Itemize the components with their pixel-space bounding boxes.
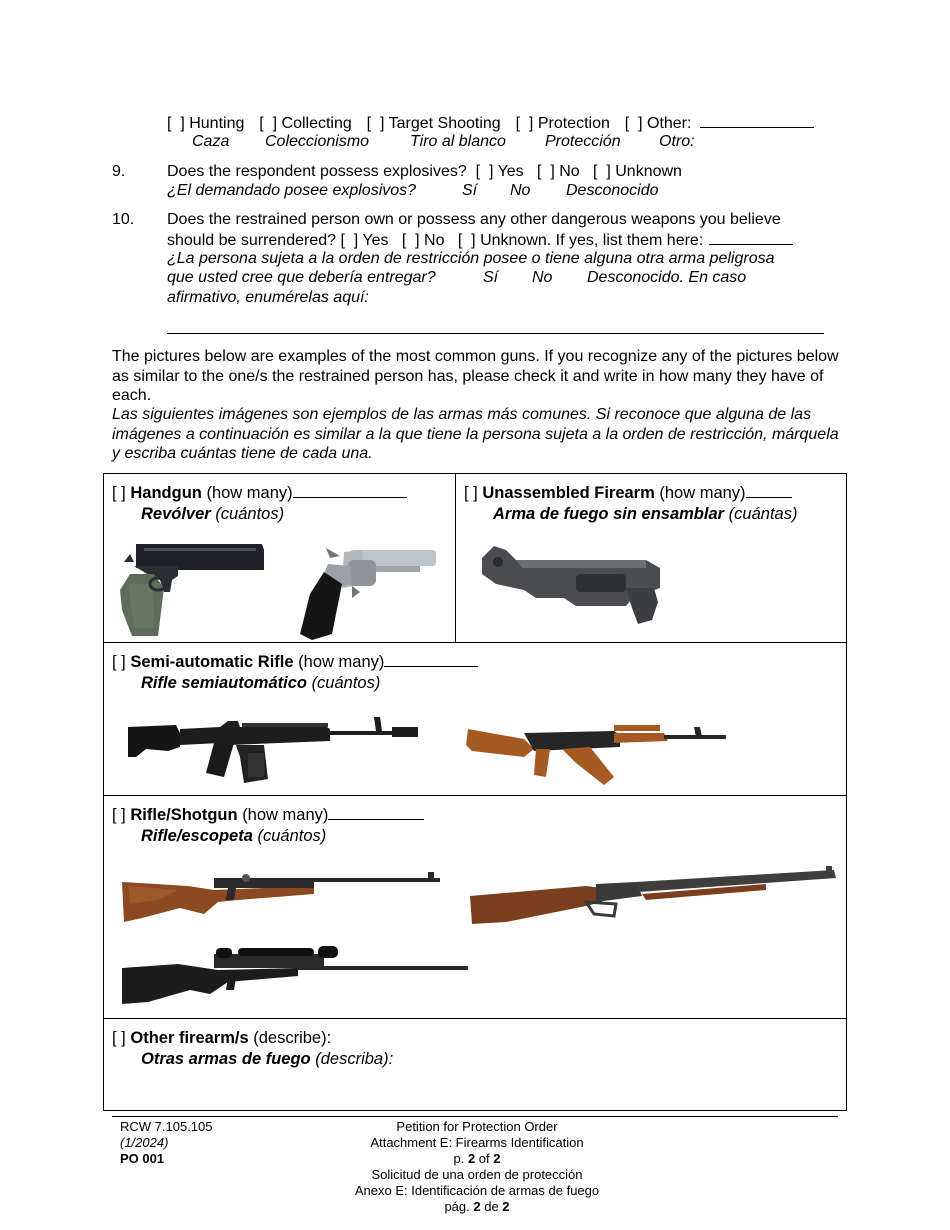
purpose-collecting-checkbox[interactable]: [ ] Collecting — [259, 115, 352, 132]
q10-es-no: No — [532, 269, 553, 286]
other-title: Other firearm/s — [130, 1029, 249, 1047]
ar15-rifle-image — [124, 713, 424, 787]
handgun-hint: (how many) — [206, 484, 293, 502]
unassembled-firearm-cell — [456, 474, 847, 643]
label-tiro-al-blanco: Tiro al blanco — [410, 133, 506, 150]
footer-page-es: pág. 2 de 2 — [444, 1199, 510, 1214]
label-caza: Caza — [192, 133, 230, 150]
q10-answer-line[interactable] — [167, 333, 824, 334]
purpose-target-shooting-checkbox[interactable]: [ ] Target Shooting — [366, 115, 501, 132]
bolt-action-rifle-image — [118, 864, 442, 928]
label-coleccionismo: Coleccionismo — [265, 133, 370, 150]
q10-es-line1: ¿La persona sujeta a la orden de restricción posee o tiene alguna otra arma peligrosa — [167, 250, 775, 267]
intro-text-es: Las siguientes imágenes son ejemplos de las armas más comunes. Si reconoce que alguna de las imágenes a continuación es similar a la que tiene la persona sujeta a la orden de restricción, márquela y escriba cuántas tiene de cada una. — [112, 406, 839, 462]
rifle-es-hint: (cuántos) — [257, 827, 327, 845]
unassembled-hint: (how many) — [659, 484, 746, 502]
handgun-count-line[interactable] — [293, 483, 407, 498]
rifle-shotgun-cell — [104, 796, 847, 1019]
gun-identification-table — [103, 473, 847, 1111]
purpose-other-checkbox[interactable]: [ ] Other: — [624, 115, 692, 132]
rifle-es-title: Rifle/escopeta — [141, 827, 253, 845]
q10-es-yes: Sí — [483, 269, 499, 286]
intro-text-en: The pictures below are examples of the most common guns. If you recognize any of the pictures below as similar to the one/s the restrained person has, please check it and write in how many they have of each. — [112, 348, 839, 404]
rifle-checkbox[interactable]: [ ] — [112, 806, 126, 824]
other-firearms-cell — [104, 1019, 847, 1111]
semiauto-title: Semi-automatic Rifle — [130, 653, 294, 671]
other-hint: (describe): — [253, 1029, 332, 1047]
q10-number: 10. — [112, 211, 135, 228]
handgun-es-title: Revólver — [141, 505, 211, 523]
footer-title-es: Solicitud de una orden de protección — [371, 1167, 583, 1182]
lever-action-rifle-image — [466, 866, 838, 928]
rifle-count-line[interactable] — [328, 805, 424, 820]
q9-number: 9. — [112, 163, 126, 180]
semi-automatic-rifle-cell — [104, 643, 847, 796]
q9-question: Does the respondent possess explosives? [ ] Yes [ ] No [ ] Unknown — [167, 163, 682, 180]
footer-attachment-en: Attachment E: Firearms Identification — [370, 1135, 584, 1150]
ak47-rifle-image — [464, 715, 734, 791]
semiauto-es-title: Rifle semiautomático — [141, 674, 307, 692]
q10-es-line3: afirmativo, enumérelas aquí: — [167, 289, 369, 306]
footer-rcw: RCW 7.105.105 — [120, 1119, 213, 1134]
q10-list-line[interactable] — [709, 230, 793, 245]
handgun-cell — [104, 474, 456, 643]
semiauto-count-line[interactable] — [384, 652, 478, 667]
lower-receiver-image — [476, 544, 666, 626]
q10-line2 — [167, 230, 793, 251]
unassembled-count-line[interactable] — [746, 483, 792, 498]
q9-es-unknown: Desconocido — [566, 182, 659, 199]
q10-line1: Does the restrained person own or possess any other dangerous weapons you believe — [167, 211, 781, 228]
purpose-hunting-checkbox[interactable]: [ ] Hunting — [167, 115, 245, 132]
q10-es-line2-b: Desconocido. En caso — [587, 269, 747, 286]
q9-es-text: ¿El demandado posee explosivos? — [167, 182, 417, 199]
footer-form-number: PO 001 — [120, 1151, 165, 1166]
q10-line2-text: should be surrendered? [ ] Yes [ ] No [ ] Unknown. If yes, list them here: — [167, 232, 704, 249]
purpose-other-line[interactable] — [700, 113, 814, 128]
handgun-title: Handgun — [130, 484, 202, 502]
revolver-image — [290, 544, 440, 642]
semiauto-checkbox[interactable]: [ ] — [112, 653, 126, 671]
footer-page-en: p. 2 of 2 — [453, 1151, 501, 1166]
q10-es-line2-a: que usted cree que debería entregar? — [167, 269, 436, 286]
footer-date: (1/2024) — [120, 1135, 169, 1150]
other-checkbox[interactable]: [ ] — [112, 1029, 126, 1047]
pistol-image — [114, 540, 269, 642]
q9-es-no: No — [510, 182, 531, 199]
other-es-title: Otras armas de fuego — [141, 1050, 311, 1068]
unassembled-title: Unassembled Firearm — [482, 484, 655, 502]
q9-es-yes: Sí — [462, 182, 478, 199]
rifle-title: Rifle/Shotgun — [130, 806, 238, 824]
page-footer — [112, 1116, 838, 1214]
firearm-purpose-options — [167, 113, 814, 134]
handgun-checkbox[interactable]: [ ] — [112, 484, 126, 502]
label-proteccion: Protección — [545, 133, 621, 150]
semiauto-hint: (how many) — [298, 653, 385, 671]
purpose-protection-checkbox[interactable]: [ ] Protection — [515, 115, 610, 132]
other-es-hint: (describa): — [315, 1050, 394, 1068]
unassembled-es-title: Arma de fuego sin ensamblar — [493, 505, 725, 523]
scoped-rifle-image — [118, 944, 470, 1010]
label-otro: Otro: — [659, 133, 695, 150]
handgun-es-hint: (cuántos) — [215, 505, 285, 523]
unassembled-checkbox[interactable]: [ ] — [464, 484, 478, 502]
footer-attachment-es: Anexo E: Identificación de armas de fuego — [354, 1183, 600, 1198]
semiauto-es-hint: (cuántos) — [311, 674, 381, 692]
rifle-hint: (how many) — [242, 806, 329, 824]
unassembled-es-hint: (cuántas) — [728, 505, 798, 523]
footer-title-en: Petition for Protection Order — [396, 1119, 558, 1134]
